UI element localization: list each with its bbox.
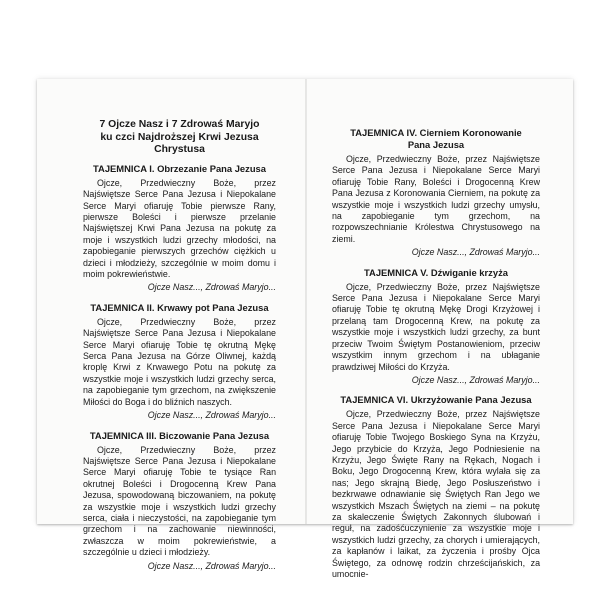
right-page	[332, 127, 540, 580]
mystery-5	[332, 267, 540, 387]
mystery-heading: TAJEMNICA V. Dźwiganie krzyża	[364, 266, 508, 278]
mystery-closing: Ojcze Nasz..., Zdrowaś Maryjo...	[147, 282, 276, 293]
mystery-heading: TAJEMNICA II. Krwawy pot Pana Jezusa	[90, 301, 269, 313]
mystery-6	[332, 394, 540, 580]
mystery-closing: Ojcze Nasz..., Zdrowaś Maryjo...	[147, 560, 276, 571]
mystery-4	[332, 127, 540, 259]
mystery-heading	[332, 127, 540, 151]
mystery-closing: Ojcze Nasz..., Zdrowaś Maryjo...	[411, 374, 540, 385]
mystery-prayer-text: Ojcze, Przedwieczny Boże, przez Najświętsze Serce Pana Jezusa i Niepokalane Serce Maryi ofiaruję Tobie Rany, Boleści i Drogocenną Krew Pana Jezusa z Koronowania Cierniem, na pokutę za wszystkie moje i wszystkich ludzi grzechy umysłu, na zapobieganie tym grzechom, na rozpowszechnianie Królestwa Chrystusowego na ziemi.	[332, 154, 540, 244]
title-line-1: 7 Ojcze Nasz i 7 Zdrowaś Maryjo	[99, 119, 260, 130]
mystery-prayer-text: Ojcze, Przedwieczny Boże, przez Najświętsze Serce Pana Jezusa i Niepokalane Serce Maryi ofiaruję Tobie tę okrutną Mękę Serca Pana Jezusa na Górze Oliwnej, każdą kroplę Krwi z Krwawego Potu na pokutę za wszystkie moje i wszystkich ludzi grzechy serca, na zapobieganie tym grzechom, na zwiększenie Miłości do Boga i do bliźnich naszych.	[83, 316, 276, 407]
center-fold	[305, 79, 307, 524]
mystery-2	[83, 302, 276, 422]
mystery-closing: Ojcze Nasz..., Zdrowaś Maryjo...	[147, 410, 276, 421]
mystery-heading-line-1: TAJEMNICA IV. Cierniem Koronowanie	[350, 127, 522, 138]
title-line-2: ku czci Najdroższej Krwi Jezusa Chrystusa	[100, 131, 259, 156]
mystery-heading: TAJEMNICA I. Obrzezanie Pana Jezusa	[93, 162, 266, 174]
mystery-prayer-text: Ojcze, Przedwieczny Boże, przez Najświętsze Serce Pana Jezusa i Niepokalane Serce Maryi ofiaruję Tobie Twojego Boskiego Syna na Krzyżu, Jego przybicie do Krzyża, Jego Podniesienie na Krzyżu, Jego Święte Rany na Rękach, Nogach i Boku, Jego Drogocenną Krew, która wylała się za nas; Jego skrajną Biedę, Jego Posłuszeństwo i bezkrwawe odnawianie się Świętych Ran Jego we wszystkich Mszach Świętych na ziemi – na pokutę za skaleczenie Świętych Zakonnych ślubowań i reguł, na zadośćuczynienie za wszystkie moje i wszystkich ludzi grzechy, za chorych i umierających, za kapłanów i laikat, za życzenia i prośby Ojca Świętego, za odnowę rodzin chrześcijańskich, za umocnie-	[332, 409, 540, 579]
mystery-heading-line-2: Pana Jezusa	[407, 139, 465, 150]
mystery-1	[83, 163, 276, 294]
mystery-heading: TAJEMNICA VI. Ukrzyżowanie Pana Jezusa	[340, 394, 532, 406]
mystery-closing: Ojcze Nasz..., Zdrowaś Maryjo...	[411, 247, 540, 258]
mystery-prayer-text: Ojcze, Przedwieczny Boże, przez Najświętsze Serce Pana Jezusa i Niepokalane Serce Maryi ofiaruję Tobie tę okrutną Mękę Drogi Krzyżowej i przelaną tam Drogocenną Krew, na pokutę za wszystkie moje i wszystkich ludzi grzechy, za bunt przeciw Twoim Świętym Postanowieniom, przeciw wszystkim innym grzechom i na ubłaganie prawdziwej Miłości do Krzyża.	[332, 281, 540, 372]
mystery-prayer-text: Ojcze, Przedwieczny Boże, przez Najświętsze Serce Pana Jezusa i Niepokalane Serce Maryi ofiaruję Tobie te tysiące Ran okrutnej Boleści i Drogocenną Krew Pana Jezusa, spowodowaną biczowaniem, na pokutę za wszystkie moje i wszystkich ludzi grzechy serca, ciała i nieczystości, na zapobieganie tym grzechom i na zachowanie niewinności, zwłaszcza w moim pokrewieństwie, a szczególnie u dzieci i młodzieży.	[83, 444, 276, 558]
left-page	[83, 119, 276, 580]
prayer-card	[37, 79, 573, 579]
mystery-prayer-text: Ojcze, Przedwieczny Boże, przez Najświętsze Serce Pana Jezusa i Niepokalane Serce Maryi ofiaruję Tobie pierwsze Rany, pierwsze Boleści i pierwsze przelanie Najświętszej Krwi Pana Jezusa na pokutę za moje i wszystkich ludzi grzechy młodości, na zapobieganie pierwszych grzechów ciężkich u dzieci i młodzieży, szczególnie w moim domu i moim pokrewieństwie.	[83, 177, 276, 280]
mystery-heading: TAJEMNICA III. Biczowanie Pana Jezusa	[89, 429, 270, 441]
page-title	[83, 119, 276, 157]
mystery-3	[83, 430, 276, 572]
